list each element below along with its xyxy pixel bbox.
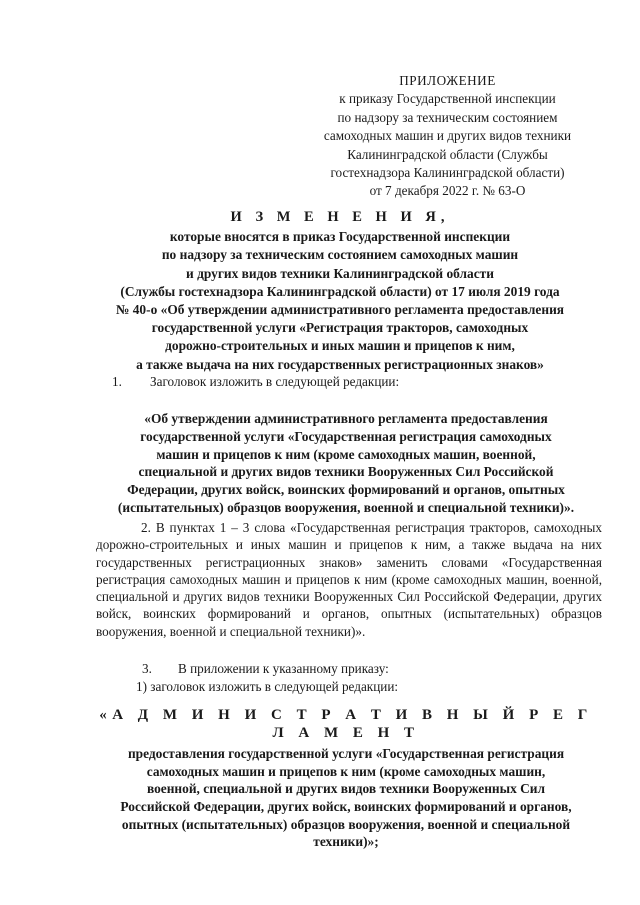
appendix-line: от 7 декабря 2022 г. № 63-О <box>369 183 526 199</box>
regulation-line: военной, специальной и других видов техники Вооруженных Сил <box>146 781 546 797</box>
changes-title-line: № 40-о «Об утверждении административного регламента предоставления <box>115 302 565 318</box>
quote-line: Федерации, других войск, воинских формирований и органов, опытных <box>127 482 565 498</box>
quote-line: машин и прицепов к ним (кроме самоходных машин, военной, <box>156 446 536 462</box>
quote-line: специальной и других видов техники Вооруженных Сил Российской <box>138 464 554 480</box>
appendix-line: самоходных машин и других видов техники <box>323 128 572 144</box>
new-title-quote <box>90 410 602 517</box>
appendix-line: Калининградской области (Службы <box>347 146 548 162</box>
item-1-number: 1. <box>112 374 122 389</box>
item-3-line <box>96 660 602 678</box>
changes-title-line: государственной услуги «Регистрация тракторов, самоходных <box>151 320 529 336</box>
item-3-text: В приложении к указанному приказу: <box>178 661 389 676</box>
regulation-line: самоходных машин и прицепов к ним (кроме самоходных машин, <box>146 763 546 779</box>
regulation-line: опытных (испытательных) образцов вооружения, военной и специальной <box>121 816 571 832</box>
quote-line: государственной услуги «Государственная регистрация самоходных <box>140 428 552 444</box>
appendix-line: к приказу Государственной инспекции <box>339 91 556 107</box>
regulation-heading: «А Д М И Н И С Т Р А Т И В Н Ы Й Р Е Г Л А М Е Н Т <box>99 707 593 741</box>
item-1-text: Заголовок изложить в следующей редакции: <box>150 374 400 389</box>
item-2-paragraph: 2. В пунктах 1 – 3 слова «Государственная регистрация тракторов, самоходных дорожно-строительных и иных машин и прицепов к ним, а также выдача на них государственных регистрационных знаков» заменить словами «Государственная регистрация самоходных машин и прицепов к ним (кроме самоходных машин, военной, специальной и других видов техники Вооруженных Сил Российской Федерации, других войск, воинских формирований и органов, опытных (испытательных) образцов вооружения, военной и специальной техники)». <box>96 520 602 639</box>
appendix-line: гостехнадзора Калининградской области) <box>330 165 565 181</box>
regulation-line: техники)»; <box>313 834 379 850</box>
item-3 <box>96 660 602 696</box>
regulation-line: предоставления государственной услуги «Государственная регистрация <box>127 746 565 762</box>
changes-title-line: а также выдача на них государственных регистрационных знаков» <box>136 356 544 372</box>
regulation-line: Российской Федерации, других войск, воинских формирований и органов, <box>120 798 572 814</box>
changes-title-line: (Службы гостехнадзора Калининградской области) от 17 июля 2019 года <box>120 283 560 299</box>
appendix-heading: ПРИЛОЖЕНИЕ <box>399 73 496 88</box>
quote-line: «Об утверждении административного регламента предоставления <box>144 411 548 426</box>
item-3-number: 3. <box>142 661 152 676</box>
changes-title-line: по надзору за техническим состоянием самоходных машин <box>161 247 519 263</box>
changes-title <box>80 208 600 374</box>
item-1 <box>112 373 592 391</box>
appendix-line: по надзору за техническим состоянием <box>337 109 558 125</box>
changes-title-line: дорожно-строительных и иных машин и прицепов к ним, <box>165 338 515 354</box>
changes-title-line: которые вносятся в приказ Государственной инспекции <box>169 229 511 245</box>
changes-heading: И З М Е Н Е Н И Я, <box>230 209 450 225</box>
changes-title-line: и других видов техники Калининградской области <box>186 265 494 281</box>
appendix-block <box>300 72 595 201</box>
quote-line: (испытательных) образцов вооружения, военной и специальной техники)». <box>117 499 575 515</box>
item-3-subitem: 1) заголовок изложить в следующей редакции: <box>136 679 399 694</box>
regulation-title <box>90 707 602 851</box>
